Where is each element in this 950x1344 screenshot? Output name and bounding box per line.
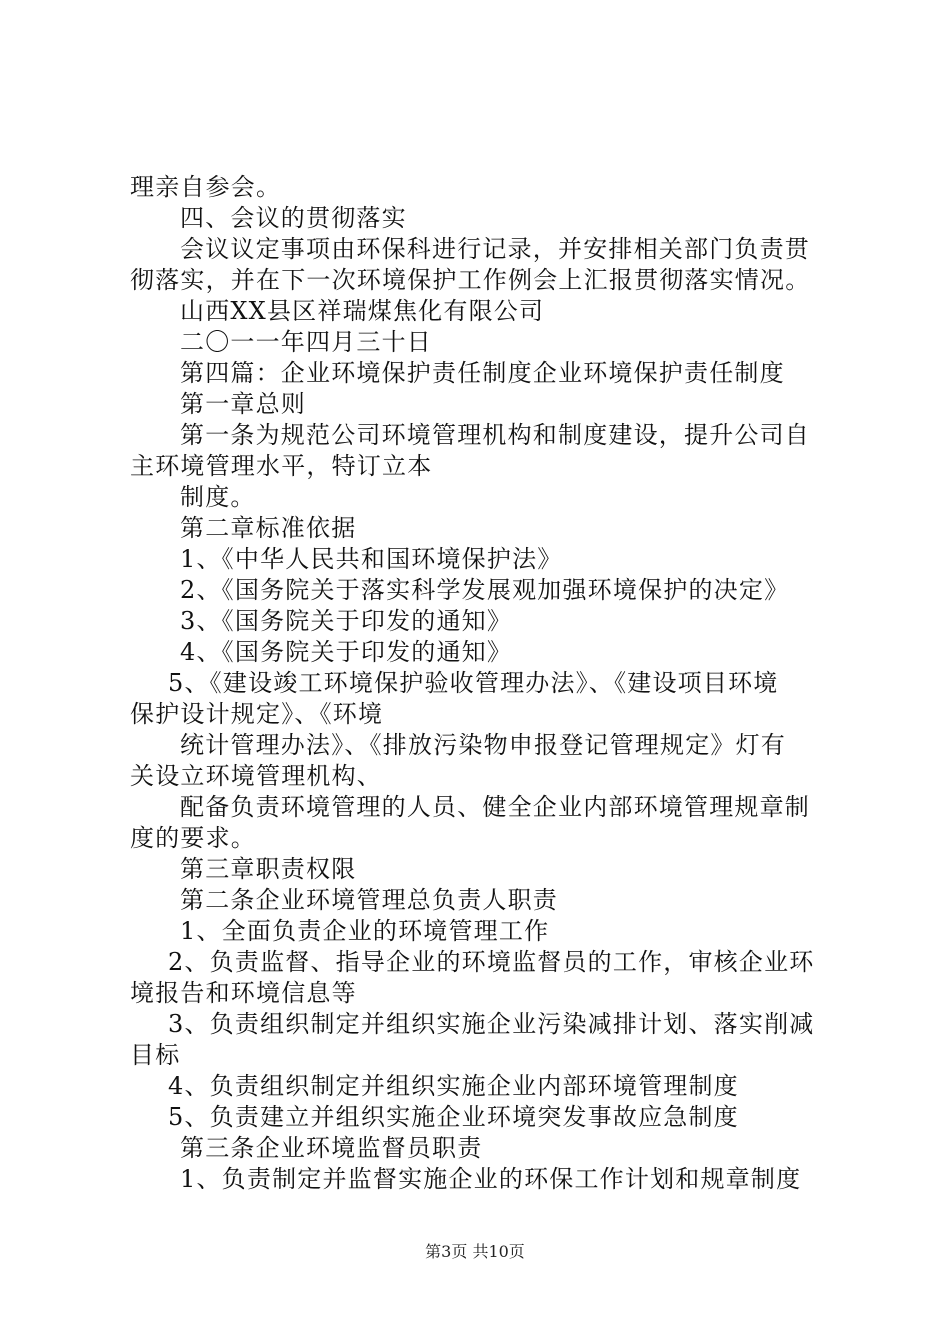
text-line: 保护设计规定》、《环境 bbox=[130, 700, 384, 728]
company-name: 山西XX县区祥瑞煤焦化有限公司 bbox=[180, 297, 545, 325]
text-line: 主环境管理水平，特订立本 bbox=[130, 452, 433, 480]
text-line: 关设立环境管理机构、 bbox=[130, 762, 382, 790]
list-item: 5、负责建立并组织实施企业环境突发事故应急制度 bbox=[168, 1103, 739, 1131]
chapter-title: 第四篇：企业环境保护责任制度企业环境保护责任制度 bbox=[180, 359, 785, 387]
text-line: 会议议定事项由环保科进行记录，并安排相关部门负责贯 bbox=[180, 235, 810, 263]
section-heading: 四、会议的贯彻落实 bbox=[180, 204, 407, 232]
text-line: 统计管理办法》、《排放污染物申报登记管理规定》灯有 bbox=[180, 731, 786, 759]
article-heading: 第三条企业环境监督员职责 bbox=[180, 1134, 483, 1162]
chapter-heading: 第二章标准依据 bbox=[180, 514, 357, 542]
list-item: 2、负责监督、指导企业的环境监督员的工作，审核企业环 bbox=[168, 948, 815, 976]
text-line: 理亲自参会。 bbox=[130, 173, 282, 201]
date-line: 二〇一一年四月三十日 bbox=[180, 328, 432, 356]
list-item: 1、《中华人民共和国环境保护法》 bbox=[180, 545, 563, 573]
text-line: 境报告和环境信息等 bbox=[130, 979, 357, 1007]
text-line: 配备负责环境管理的人员、健全企业内部环境管理规章制 bbox=[180, 793, 810, 821]
list-item: 4、负责组织制定并组织实施企业内部环境管理制度 bbox=[168, 1072, 739, 1100]
document-body bbox=[130, 172, 830, 1195]
chapter-heading: 第三章职责权限 bbox=[180, 855, 357, 883]
text-line: 彻落实，并在下一次环境保护工作例会上汇报贯彻落实情况。 bbox=[130, 266, 811, 294]
text-line: 第一条为规范公司环境管理机构和制度建设，提升公司自 bbox=[180, 421, 810, 449]
list-item: 4、《国务院关于印发的通知》 bbox=[180, 638, 513, 666]
list-item: 5、《建设竣工环境保护验收管理办法》、《建设项目环境 bbox=[168, 669, 779, 697]
list-item: 3、负责组织制定并组织实施企业污染减排计划、落实削减 bbox=[168, 1010, 815, 1038]
text-line: 度的要求。 bbox=[130, 824, 256, 852]
chapter-heading: 第一章总则 bbox=[180, 390, 306, 418]
list-item: 3、《国务院关于印发的通知》 bbox=[180, 607, 513, 635]
list-item: 1、负责制定并监督实施企业的环保工作计划和规章制度 bbox=[180, 1165, 802, 1193]
text-line: 目标 bbox=[130, 1041, 181, 1069]
list-item: 2、《国务院关于落实科学发展观加强环境保护的决定》 bbox=[180, 576, 790, 604]
page-number-footer: 第3页 共10页 bbox=[425, 1242, 525, 1261]
article-heading: 第二条企业环境管理总负责人职责 bbox=[180, 886, 558, 914]
list-item: 1、全面负责企业的环境管理工作 bbox=[180, 917, 550, 945]
text-line: 制度。 bbox=[180, 483, 256, 511]
